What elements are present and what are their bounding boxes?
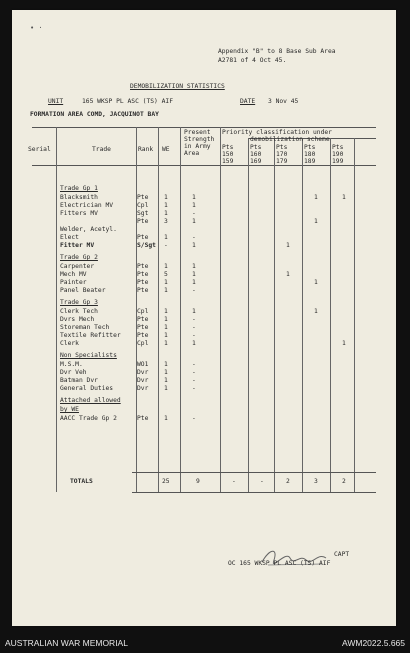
table-row-rank: Pte — [137, 287, 149, 294]
table-row-we: 1 — [164, 377, 168, 384]
totals-bottom-rule — [132, 492, 376, 493]
table-row-we: 1 — [164, 316, 168, 323]
column-header-present-strength: Present — [184, 129, 211, 136]
column-header-points: Pts — [222, 144, 234, 151]
table-row-trade: Fitters MV — [60, 210, 98, 217]
table-row-present: - — [192, 415, 196, 422]
section-heading: Trade Gp 2 — [60, 254, 98, 261]
table-row-we: 1 — [164, 340, 168, 347]
table-row-we: 3 — [164, 218, 168, 225]
table-row-points: 1 — [314, 308, 318, 315]
table-row-trade: Panel Beater — [60, 287, 106, 294]
section-heading: Attached allowed — [60, 397, 121, 404]
table-row-rank: Cpl — [137, 340, 149, 347]
table-row-we: 5 — [164, 271, 168, 278]
signature-rank: CAPT — [334, 551, 350, 558]
table-row-we: 1 — [164, 361, 168, 368]
signature-line: OC 165 WKSP PL ASC (TS) AIF — [228, 560, 331, 567]
table-row-present: 1 — [192, 218, 196, 225]
table-row-we: 1 — [164, 385, 168, 392]
totals-points: 2 — [342, 478, 346, 485]
column-header-priority: demobilization scheme — [250, 136, 330, 143]
totals-top-rule — [132, 472, 376, 473]
column-header-points: 189 — [304, 158, 316, 165]
column-header-points: 180 — [304, 151, 316, 158]
totals-points: 3 — [314, 478, 318, 485]
table-row-trade: Painter — [60, 279, 87, 286]
table-row-we: 1 — [164, 210, 168, 217]
column-rule — [330, 138, 331, 492]
column-rule — [158, 127, 159, 492]
column-header-points: 190 — [332, 151, 344, 158]
table-row-present: 1 — [192, 308, 196, 315]
table-row-present: - — [192, 332, 196, 339]
date-value: 3 Nov 45 — [268, 98, 299, 105]
totals-points: 2 — [286, 478, 290, 485]
formation-line: FORMATION AREA COMD, JACQUINOT BAY — [30, 111, 159, 118]
table-row-trade: Welder, Acetyl. — [60, 226, 117, 233]
column-header-points: Pts — [250, 144, 262, 151]
table-row-present: - — [192, 324, 196, 331]
punch-marks: • · — [30, 24, 43, 32]
column-header-points: 150 — [222, 151, 234, 158]
column-rule — [274, 138, 275, 492]
table-row-trade: Electrician MV — [60, 202, 114, 209]
table-row-rank: Pte — [137, 324, 149, 331]
unit-label: UNIT — [48, 98, 64, 105]
table-row-points: 1 — [286, 242, 290, 249]
table-row-trade: Mech MV — [60, 271, 87, 278]
table-row-trade: Dvr Veh — [60, 369, 87, 376]
column-header-priority: Priority classification under — [222, 129, 332, 136]
table-row-we: 1 — [164, 324, 168, 331]
table-row-present: - — [192, 361, 196, 368]
table-row-trade: Dvrs Mech — [60, 316, 95, 323]
table-row-trade: General Duties — [60, 385, 114, 392]
table-row-points: 1 — [342, 194, 346, 201]
table-row-trade: Blacksmith — [60, 194, 98, 201]
table-row-present: 1 — [192, 340, 196, 347]
column-header-trade: Trade — [92, 146, 111, 153]
footer-catalogue-id: AWM2022.5.665 — [342, 638, 405, 648]
table-row-points: 1 — [314, 218, 318, 225]
table-row-rank: Pte — [137, 415, 149, 422]
column-rule — [56, 127, 57, 492]
table-row-we: 1 — [164, 308, 168, 315]
table-row-rank: S/Sgt — [137, 242, 156, 249]
column-header-we: WE — [162, 146, 170, 153]
footer-bar — [0, 630, 410, 653]
table-row-rank: Cpl — [137, 308, 149, 315]
table-row-we: 1 — [164, 202, 168, 209]
column-header-points: 199 — [332, 158, 344, 165]
column-header-points: 170 — [276, 151, 288, 158]
totals-points: - — [260, 478, 264, 485]
table-row-we: 1 — [164, 287, 168, 294]
unit-value: 165 WKSP PL ASC (TS) AIF — [82, 98, 173, 105]
table-row-points: 1 — [286, 271, 290, 278]
table-row-rank: Pte — [137, 271, 149, 278]
header-bottom-rule — [32, 165, 376, 166]
date-label: DATE — [240, 98, 256, 105]
table-row-points: 1 — [342, 340, 346, 347]
table-row-rank: Pte — [137, 234, 149, 241]
column-header-points: Pts — [276, 144, 288, 151]
table-row-rank: Cpl — [137, 202, 149, 209]
table-row-we: 1 — [164, 194, 168, 201]
column-header-serial: Serial — [28, 146, 51, 153]
table-row-trade: Clerk Tech — [60, 308, 98, 315]
table-row-rank: Dvr — [137, 377, 149, 384]
totals-present: 9 — [196, 478, 200, 485]
table-row-present: - — [192, 316, 196, 323]
table-row-present: - — [192, 287, 196, 294]
column-header-points: Pts — [332, 144, 344, 151]
table-row-trade: Fitter MV — [60, 242, 95, 249]
table-row-rank: Sgt — [137, 210, 149, 217]
column-header-present-strength: Area — [184, 150, 200, 157]
table-row-we: 1 — [164, 415, 168, 422]
column-rule — [220, 127, 221, 492]
totals-points: - — [232, 478, 236, 485]
signature-block — [260, 544, 330, 574]
table-top-rule — [32, 127, 376, 128]
table-row-rank: WO1 — [137, 361, 149, 368]
table-row-present: 1 — [192, 279, 196, 286]
table-row-rank: Pte — [137, 218, 149, 225]
table-row-we: 1 — [164, 369, 168, 376]
table-row-rank: Dvr — [137, 369, 149, 376]
table-row-present: 1 — [192, 271, 196, 278]
column-header-points: 160 — [250, 151, 262, 158]
table-row-trade: Carpenter — [60, 263, 95, 270]
column-header-points: 169 — [250, 158, 262, 165]
section-heading: by WE — [60, 406, 79, 413]
document-title: DEMOBILIZATION STATISTICS — [130, 83, 225, 90]
table-row-present: 1 — [192, 202, 196, 209]
table-row-points: 1 — [314, 194, 318, 201]
table-row-we: 1 — [164, 234, 168, 241]
column-header-points: 159 — [222, 158, 234, 165]
appendix-line-2: A2781 of 4 Oct 45. — [218, 57, 287, 64]
footer-source: AUSTRALIAN WAR MEMORIAL — [5, 638, 128, 648]
table-row-present: - — [192, 234, 196, 241]
section-heading: Non Specialists — [60, 352, 117, 359]
table-row-rank: Pte — [137, 332, 149, 339]
table-row-we: 1 — [164, 263, 168, 270]
table-row-rank: Pte — [137, 316, 149, 323]
appendix-line-1: Appendix "B" to 8 Base Sub Area — [218, 48, 336, 55]
table-row-trade: AACC Trade Gp 2 — [60, 415, 117, 422]
section-heading: Trade Gp 1 — [60, 185, 98, 192]
column-header-present-strength: Strength — [184, 136, 215, 143]
table-row-trade: Batman Dvr — [60, 377, 98, 384]
table-row-trade: M.S.M. — [60, 361, 83, 368]
table-row-present: 1 — [192, 242, 196, 249]
table-row-rank: Pte — [137, 194, 149, 201]
column-header-points: 179 — [276, 158, 288, 165]
column-header-present-strength: in Army — [184, 143, 211, 150]
column-rule — [180, 127, 181, 492]
table-row-we: 1 — [164, 332, 168, 339]
column-rule — [354, 138, 355, 492]
table-row-present: - — [192, 377, 196, 384]
column-rule — [248, 138, 249, 492]
section-heading: Trade Gp 3 — [60, 299, 98, 306]
table-row-rank: Pte — [137, 263, 149, 270]
table-row-rank: Dvr — [137, 385, 149, 392]
table-row-we: - — [164, 242, 168, 249]
totals-we: 25 — [162, 478, 170, 485]
table-row-present: 1 — [192, 194, 196, 201]
column-header-rank: Rank — [138, 146, 154, 153]
table-row-rank: Pte — [137, 279, 149, 286]
document-sheet — [12, 10, 396, 626]
table-row-trade: Clerk — [60, 340, 79, 347]
totals-label: TOTALS — [70, 478, 93, 485]
table-row-we: 1 — [164, 279, 168, 286]
table-row-trade: Elect — [60, 234, 79, 241]
table-row-present: - — [192, 369, 196, 376]
table-row-trade: Storeman Tech — [60, 324, 110, 331]
table-row-points: 1 — [314, 279, 318, 286]
table-row-present: - — [192, 385, 196, 392]
table-row-present: 1 — [192, 263, 196, 270]
column-header-points: Pts — [304, 144, 316, 151]
table-row-present: - — [192, 210, 196, 217]
column-rule — [302, 138, 303, 492]
table-row-trade: Textile Refitter — [60, 332, 121, 339]
